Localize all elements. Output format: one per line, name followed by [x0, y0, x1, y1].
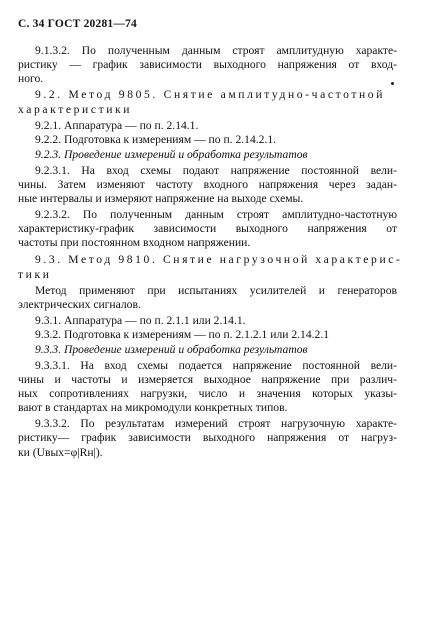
text-line: вают в стандартах на микромодули конкретных типов.	[18, 401, 288, 414]
text-line: 9.2.2. Подготовка к измерениям — по п. 2.14.2.1.	[35, 133, 277, 146]
text-line: ных сопротивлениях нагрузки, число и значения которых указы-	[18, 387, 397, 400]
section-heading: характеристики	[18, 103, 133, 116]
text-line: чины и частоты и измеряется выходное напряжение при различ-	[18, 373, 397, 386]
text-line: ки (Uвых=φ|Rн|).	[18, 446, 103, 459]
text-line: 9.3.1. Аппаратура — по п. 2.1.1 или 2.14.1.	[35, 314, 246, 327]
scan-speck	[391, 82, 394, 85]
section-heading: тики	[18, 268, 52, 281]
text-line: 9.3.3.2. По результатам измерений строят нагрузочную характе-	[35, 417, 397, 430]
text-line: 9.1.3.2. По полученным данным строят амплитудную характе-	[35, 44, 397, 57]
text-line: 9.2.3.2. По полученным данным строят амплитудно-частотную	[35, 208, 397, 221]
section-heading: 9.3. Метод 9810. Снятие нагрузочной характерис-	[35, 253, 403, 266]
section-heading: 9.2. Метод 9805. Снятие амплитудно-частотной	[35, 88, 385, 101]
text-line: ного.	[18, 72, 44, 85]
text-line: характеристику-график зависимости выходного напряжения от	[18, 222, 397, 235]
text-line: частоты при постоянном входном напряжении.	[18, 236, 251, 249]
page-header: С. 34 ГОСТ 20281—74	[18, 18, 137, 30]
text-line: 9.3.2. Подготовка к измерениям — по п. 2.1.2.1 или 2.14.2.1	[35, 328, 330, 341]
text-line: 9.3.3.1. На вход схемы подается напряжение постоянной вели-	[35, 359, 397, 372]
text-line: Метод применяют при испытаниях усилителей и генераторов	[35, 284, 397, 297]
text-line: 9.2.3.1. На вход схемы подают напряжение постоянной вели-	[35, 164, 397, 177]
text-line: ристику— график зависимости выходного напряжения от нагруз-	[18, 431, 397, 444]
text-line: ристику — график зависимости выходного напряжения от вход-	[18, 58, 397, 71]
text-line: электрических сигналов.	[18, 298, 141, 311]
subsection-heading: 9.3.3. Проведение измерений и обработка результатов	[35, 343, 308, 356]
subsection-heading: 9.2.3. Проведение измерений и обработка результатов	[35, 148, 308, 161]
text-line: ные интервалы и измеряют напряжение на выходе схемы.	[18, 192, 304, 205]
text-line: 9.2.1. Аппаратура — по п. 2.14.1.	[35, 119, 199, 132]
text-line: чины. Затем изменяют частоту входного напряжения через задан-	[18, 178, 397, 191]
